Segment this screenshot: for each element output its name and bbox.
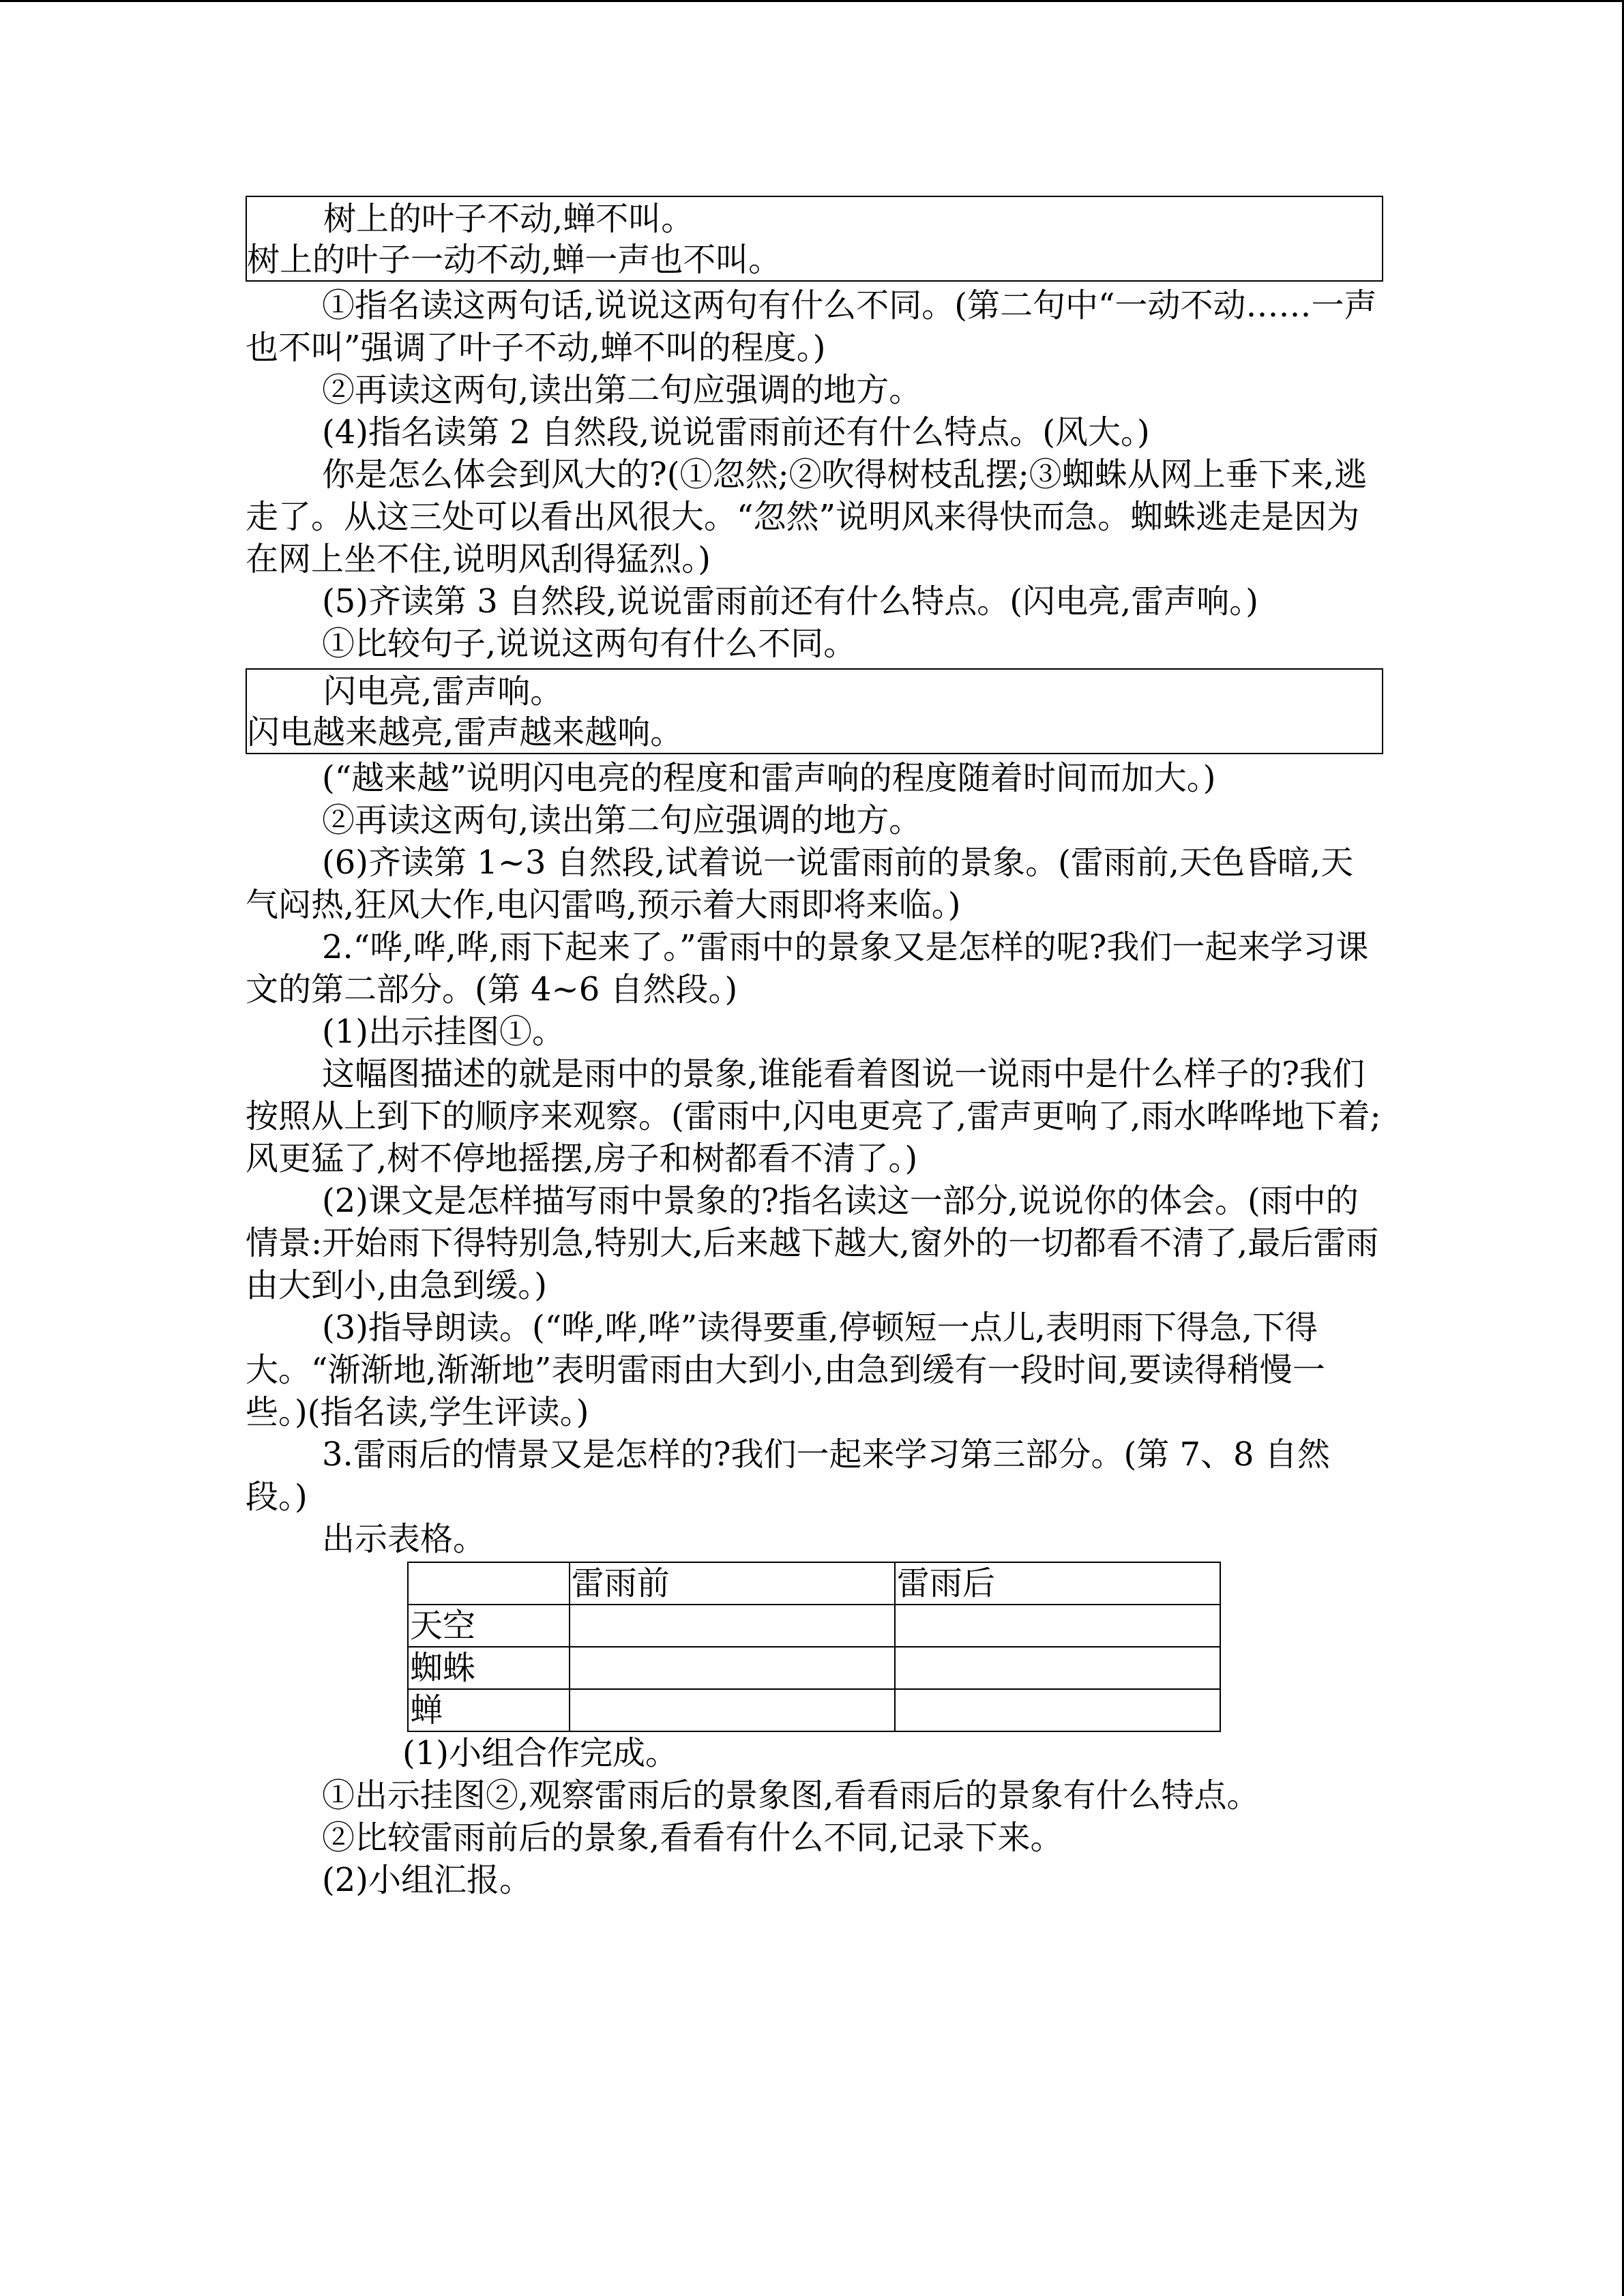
table-row (408, 1647, 1220, 1689)
paragraph: 2.“哗,哗,哗,雨下起来了。”雷雨中的景象又是怎样的呢?我们一起来学习课文的第二部分。(第 4~6 自然段。) (246, 928, 1369, 1009)
paragraph: ①指名读这两句话,说说这两句有什么不同。(第二句中“一动不动……一声也不叫”强调了叶子不动,蝉不叫的程度。) (246, 286, 1377, 367)
paragraph: (2)小组汇报。 (322, 1861, 532, 1899)
table-cell (895, 1647, 1220, 1689)
box1-line2: 树上的叶子一动不动,蝉一声也不叫。 (247, 241, 782, 279)
comparison-box-1 (246, 196, 1383, 282)
table-cell (895, 1689, 1220, 1731)
table-cell (895, 1605, 1220, 1647)
paragraph: 这幅图描述的就是雨中的景象,谁能看着图说一说雨中是什么样子的?我们按照从上到下的顺序来观察。(雷雨中,闪电更亮了,雷声更响了,雨水哗哗地下着;风更猛了,树不停地摇摆,房子和树都看不清了。) (246, 1055, 1381, 1178)
table-cell (570, 1605, 895, 1647)
comparison-box-2 (246, 668, 1383, 754)
paragraph: 出示表格。 (322, 1520, 486, 1558)
table-header-cell: 雷雨前 (570, 1562, 895, 1605)
paragraph: (“越来越”说明闪电亮的程度和雷声响的程度随着时间而加大。) (322, 759, 1216, 797)
box2-line2: 闪电越来越亮,雷声越来越响。 (247, 713, 683, 751)
table-cell (570, 1647, 895, 1689)
paragraph: (1)出示挂图①。 (322, 1013, 565, 1051)
table-row (408, 1605, 1220, 1647)
page-border-top (0, 0, 1624, 2)
table-cell: 天空 (408, 1605, 570, 1647)
paragraph: (6)齐读第 1~3 自然段,试着说一说雷雨前的景象。(雷雨前,天色昏暗,天气闷热,狂风大作,电闪雷鸣,预示着大雨即将来临。) (246, 844, 1354, 924)
table-note: (1)小组合作完成。 (402, 1734, 678, 1772)
table-cell: 蜘蛛 (408, 1647, 570, 1689)
box1-line1: 树上的叶子不动,蝉不叫。 (323, 200, 694, 238)
paragraph: ②比较雷雨前后的景象,看看有什么不同,记录下来。 (322, 1819, 1063, 1857)
paragraph: ①出示挂图②,观察雷雨后的景象图,看看雨后的景象有什么特点。 (322, 1776, 1260, 1815)
paragraph: (4)指名读第 2 自然段,说说雷雨前还有什么特点。(风大。) (322, 413, 1150, 451)
table-header-cell (408, 1562, 570, 1605)
paragraph: (3)指导朗读。(“哗,哗,哗”读得要重,停顿短一点儿,表明雨下得急,下得大。“渐渐地,渐渐地”表明雷雨由大到小,由急到缓有一段时间,要读得稍慢一些。)(指名读,学生评读。) (246, 1309, 1325, 1431)
table-row (408, 1689, 1220, 1731)
paragraph: 3.雷雨后的情景又是怎样的?我们一起来学习第三部分。(第 7、8 自然段。) (246, 1435, 1330, 1516)
paragraph: (2)课文是怎样描写雨中景象的?指名读这一部分,说说你的体会。(雨中的情景:开始雨下得特别急,特别大,后来越下越大,窗外的一切都看不清了,最后雷雨由大到小,由急到缓。) (246, 1182, 1379, 1304)
paragraph: 你是怎么体会到风大的?(①忽然;②吹得树枝乱摆;③蜘蛛从网上垂下来,逃走了。从这三处可以看出风很大。“忽然”说明风来得快而急。蜘蛛逃走是因为在网上坐不住,说明风刮得猛烈。) (246, 456, 1368, 578)
box2-line1: 闪电亮,雷声响。 (323, 672, 563, 711)
paragraph: ②再读这两句,读出第二句应强调的地方。 (322, 371, 922, 409)
paragraph: (5)齐读第 3 自然段,说说雷雨前还有什么特点。(闪电亮,雷声响。) (322, 582, 1259, 621)
document-body (246, 192, 1385, 1901)
table-header-row (408, 1562, 1220, 1605)
table-cell (570, 1689, 895, 1731)
table-cell: 蝉 (408, 1689, 570, 1731)
comparison-table (407, 1562, 1221, 1732)
paragraph: ①比较句子,说说这两句有什么不同。 (322, 625, 857, 663)
paragraph: ②再读这两句,读出第二句应强调的地方。 (322, 801, 922, 839)
table-header-cell: 雷雨后 (895, 1562, 1220, 1605)
